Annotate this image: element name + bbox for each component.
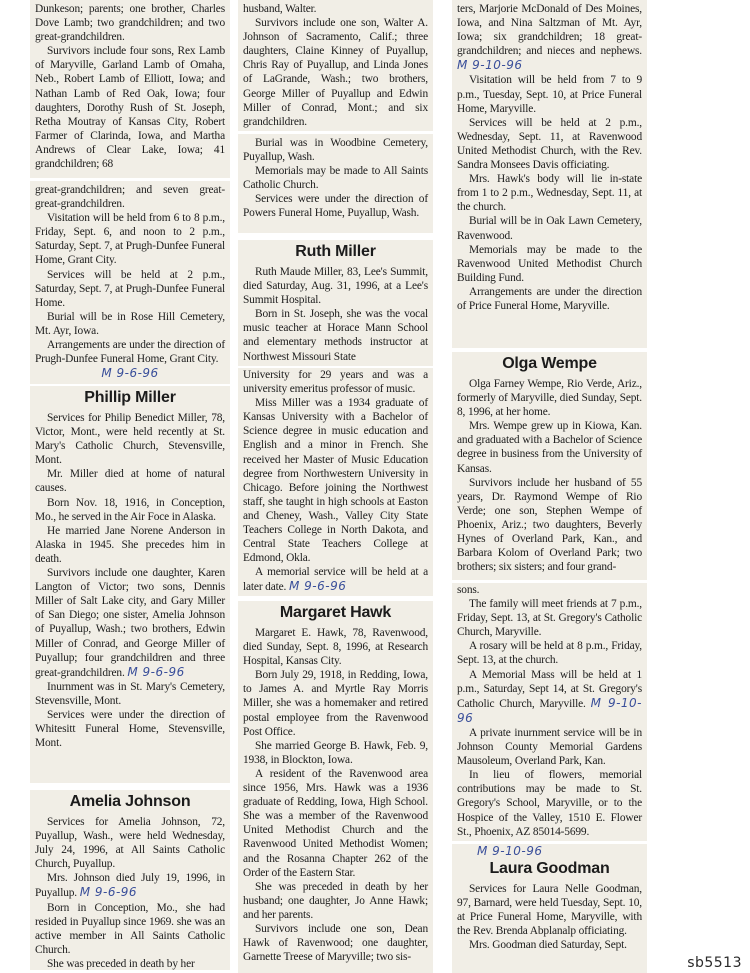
obit-text: Dunkeson; parents; one brother, Charles Dove Lamb; two grandchildren; and two great-grandchildren. [35,3,225,44]
obit-text: Visitation will be held from 6 to 8 p.m., Friday, Sept. 6, and noon to 2 p.m., Saturday, Sept. 7, at Prugh-Dunfee Funeral Home, Grant City. [35,212,225,267]
obituary-heading: Laura Goodman [489,860,610,877]
obit-text-inline: A memorial service will be held at a later date. [243,566,428,594]
obit-text: Ruth Maude Miller, 83, Lee's Summit, died Saturday, Aug. 31, 1996, at a Lee's Summit Hospital. [243,266,428,307]
handwritten-date: M 9-6-96 [127,664,185,679]
obit-text: Mrs. Hawk's body will lie in-state from 1 to 2 p.m., Wednesday, Sept. 11, at the church. [457,173,642,214]
obit-text-inline: Survivors include one daughter, Karen Langton of Victor; two sons, Dennis Miller of Salt Lake city, and Gary Miller of San Diego; one sister, Amelia Johnson of Puyallup, Wash.; two brothers, Edwin Miller of Conrad, and George Miller of Puyallup; four grandchildren and three great-grandchildren. [35,567,225,679]
obit-text: Memorials may be made to All Saints Catholic Church. [243,165,428,192]
obit-text: husband, Walter. [243,3,317,15]
obituary-heading: Amelia Johnson [69,793,191,810]
obit-text: Services for Philip Benedict Miller, 78, Victor, Mont., were held recently at St. Mary's Catholic Church, Stevensville, Mont. [35,412,225,467]
obit-text: Inurnment was in St. Mary's Cemetery, Stevensville, Mont. [35,680,225,707]
clipping-lamb-top [30,0,230,178]
obit-text: Survivors include her husband of 55 years, Dr. Raymond Wempe of Rio Verde; one son, Stephen Wempe of Phoenix, Ariz.; two daughters, Beverly Hynes of Overland Park, Kan., and Barbara Kolom of Overland Park; two brothers; six sisters; and four grand- [457,476,642,574]
obit-text: Born July 29, 1918, in Redding, Iowa, to James A. and Myrtle Ray Morris Miller, she was a homemaker and retired postal employee from the Ravenwood Post Office. [243,669,428,738]
clipping-amelia-burial [238,134,433,233]
obit-text: Services for Laura Nelle Goodman, 97, Barnard, were held Tuesday, Sept. 10, at Price Funeral Home, Maryville, with the Rev. Brenda Abplanalp officiating. [457,883,642,938]
obit-text: A private inurnment service will be in Johnson County Memorial Gardens Mausoleum, Overland Park, Kan. [457,726,642,768]
obit-text: Services for Amelia Johnson, 72, Puyallup, Wash., were held Wednesday, July 24, 1996, at All Saints Catholic Church, Puyallup. [35,816,225,871]
obit-text: Miss Miller was a 1934 graduate of Kansas University with a Bachelor of Science degree in music education and English and a minor in French. She received her Master of Music Education degree from Northwestern University in Chicago. Before joining the Northwest staff, she taught in high schools at Easton and Cheney, Wash., Valley City State Teachers College in North Dakota, and Central State Teachers College at Edmond, Okla. [243,397,428,565]
clipping-ruth-miller-cont [238,368,433,596]
obit-text: Arrangements are under the direction of Prugh-Dunfee Funeral Home, Grant City. [35,339,225,366]
obit-text [457,2,642,73]
obit-text: Born in St. Joseph, she was the vocal music teacher at Horace Mann School and elementary methods instructor at Northwest Missouri State [243,308,428,363]
clipping-laura-goodman [452,844,647,973]
clipping-lamb-cont [30,181,230,384]
obit-text: sons. [457,584,480,596]
obituary-heading: Olga Wempe [502,355,597,372]
obit-text [457,668,642,726]
obit-text: She was preceded in death by her [47,957,195,970]
obit-text: Services were under the direction of Powers Funeral Home, Puyallup, Wash. [243,193,428,220]
obituary-heading: Margaret Hawk [279,604,392,621]
obit-text [35,566,225,680]
handwritten-date: M 9-6-96 [79,885,138,900]
obit-text: Mrs. Goodman died Saturday, Sept. [469,939,627,952]
obit-text: Mrs. Wempe grew up in Kiowa, Kan. and graduated with a Bachelor of Science degree in business from the University of Kansas. [457,420,642,475]
clipping-amelia-johnson [30,790,230,970]
obit-text: Born in Conception, Mo., she had resided in Puyallup since 1969. she was an active member in All Saints Catholic Church. [35,901,225,956]
handwritten-date: M 9-6-96 [101,366,159,381]
obit-text [35,871,225,900]
obit-text: In lieu of flowers, memorial contributions may be made to St. Gregory's School, Maryville, or to the Hospice of the Valley, 1510 E. Flower St., Phoenix, AZ 85014-5699. [457,769,642,838]
obituary-heading: Ruth Miller [295,243,376,260]
obit-text-inline: Mrs. Johnson died July 19, 1996, in Puyallup. [35,872,225,900]
obituary-heading: Phillip Miller [84,389,176,406]
obit-text: Survivors include one son, Walter A. Johnson of Sacramento, Calif.; three daughters, Claine Kinney of Puyallup, Chris Ray of Puyallup, and Linda Jones of LaGrande, Wash.; two brothers, George Miller of Puyallup and Edwin Miller of Conrad, Mont.; and six grandchildren. [243,17,428,128]
obit-text: Margaret E. Hawk, 78, Ravenwood, died Sunday, Sept. 8, 1996, at Research Hospital, Kansas City. [243,627,428,668]
obit-text: He married Jane Norene Anderson in Alaska in 1945. She precedes him in death. [35,524,225,565]
obit-text: Mr. Miller died at home of natural causes. [35,468,225,495]
obit-text: Survivors include one son, Dean Hawk of Ravenwood; one daughter, Garnette Treese of Maryville; two sis- [243,922,428,964]
obit-text: Born Nov. 18, 1916, in Conception, Mo., he served in the Air Foce in Alaska. [35,496,225,523]
obit-text: Burial was in Woodbine Cemetery, Puyallup, Wash. [243,137,428,164]
obit-text-inline: A Memorial Mass will be held at 1 p.m., Saturday, Sept 14, at St. Gregory's Catholic Church, Maryville. [457,668,642,710]
clipping-ruth-miller [238,240,433,366]
obit-text [243,565,428,594]
obit-text: She was preceded in death by her husband; one daughter, Jo Anne Hawk; and her parents. [243,880,428,921]
handwritten-date: M 9-6-96 [288,579,347,594]
clipping-olga-wempe-cont [452,583,647,841]
obit-text: The family will meet friends at 7 p.m., Friday, Sept. 13, at St. Gregory's Catholic Church, Maryville. [457,598,642,639]
obit-text: University for 29 years and was a university emeritus professor of music. [243,369,428,396]
obit-text: A resident of the Ravenwood area since 1956, Mrs. Hawk was a 1936 graduate of Redding, Iowa, High School. She was a member of the Ravenwood United Methodist Church and the Ravenwood United Methodist Women; and the Rosanna Chapter 262 of the Order of the Eastern Star. [243,767,428,879]
handwritten-date: M 9-10-96 [457,695,643,725]
obit-text: Visitation will be held from 7 to 9 p.m., Tuesday, Sept. 10, at Price Funeral Home, Maryville. [457,74,642,115]
clipping-olga-wempe [452,352,647,580]
obit-text: A rosary will be held at 8 p.m., Friday, Sept. 13, at the church. [457,640,642,667]
obit-text: Arrangements are under the direction of Price Funeral Home, Maryville. [457,285,642,312]
clipping-hawk-cont [452,0,647,348]
obit-text: Services will be held at 2 p.m., Saturday, Sept. 7, at Prugh-Dunfee Funeral Home. [35,268,225,309]
obit-text: She married George B. Hawk, Feb. 9, 1938, in Blockton, Iowa. [243,739,428,766]
clipping-phillip-miller [30,386,230,783]
handwritten-date: M 9-10-96 [457,58,523,73]
obit-text: Burial will be in Oak Lawn Cemetery, Ravenwood. [457,215,642,242]
obit-text: great-grandchildren; and seven great-great-grandchildren. [35,184,225,211]
obit-text: Olga Farney Wempe, Rio Verde, Ariz., formerly of Maryville, died Sunday, Sept. 8, 1996, at her home. [457,378,642,419]
obit-text: Services will be held at 2 p.m., Wednesday, Sept. 11, at Ravenwood United Methodist Church, with the Rev. Sandra Monsees Davis officiating. [457,116,642,172]
obit-text: Survivors include four sons, Rex Lamb of Maryville, Garland Lamb of Omaha, Neb., Robert Lamb of Elliott, Iowa; and Nathan Lamb of Red Oak, Iowa; four daughters, Dorothy Rush of St. Joseph, Retha Moutray of Kansas City, Robert Farmer of Clarinda, Iowa, and Martha Andrews of Clear Lake, Iowa; 41 grandchildren; 68 [35,45,225,171]
clipping-margaret-hawk [238,601,433,973]
clipping-amelia-cont [238,0,433,131]
handwritten-date: M 9-10-96 [477,844,543,858]
obit-text-inline: ters, Marjorie McDonald of Des Moines, Iowa, and Nina Saltzman of Mt. Ayr, Iowa; six grandchildren; 18 great-grandchildren; and nieces and nephews. [457,3,642,58]
scan-id-stamp: sb5513 [687,955,742,971]
obit-text: Memorials may be made to the Ravenwood United Methodist Church Building Fund. [457,243,642,284]
obit-text: Services were under the direction of Whitesitt Funeral Home, Stevensville, Mont. [35,708,225,750]
obit-text: Burial will be in Rose Hill Cemetery, Mt. Ayr, Iowa. [35,310,225,337]
